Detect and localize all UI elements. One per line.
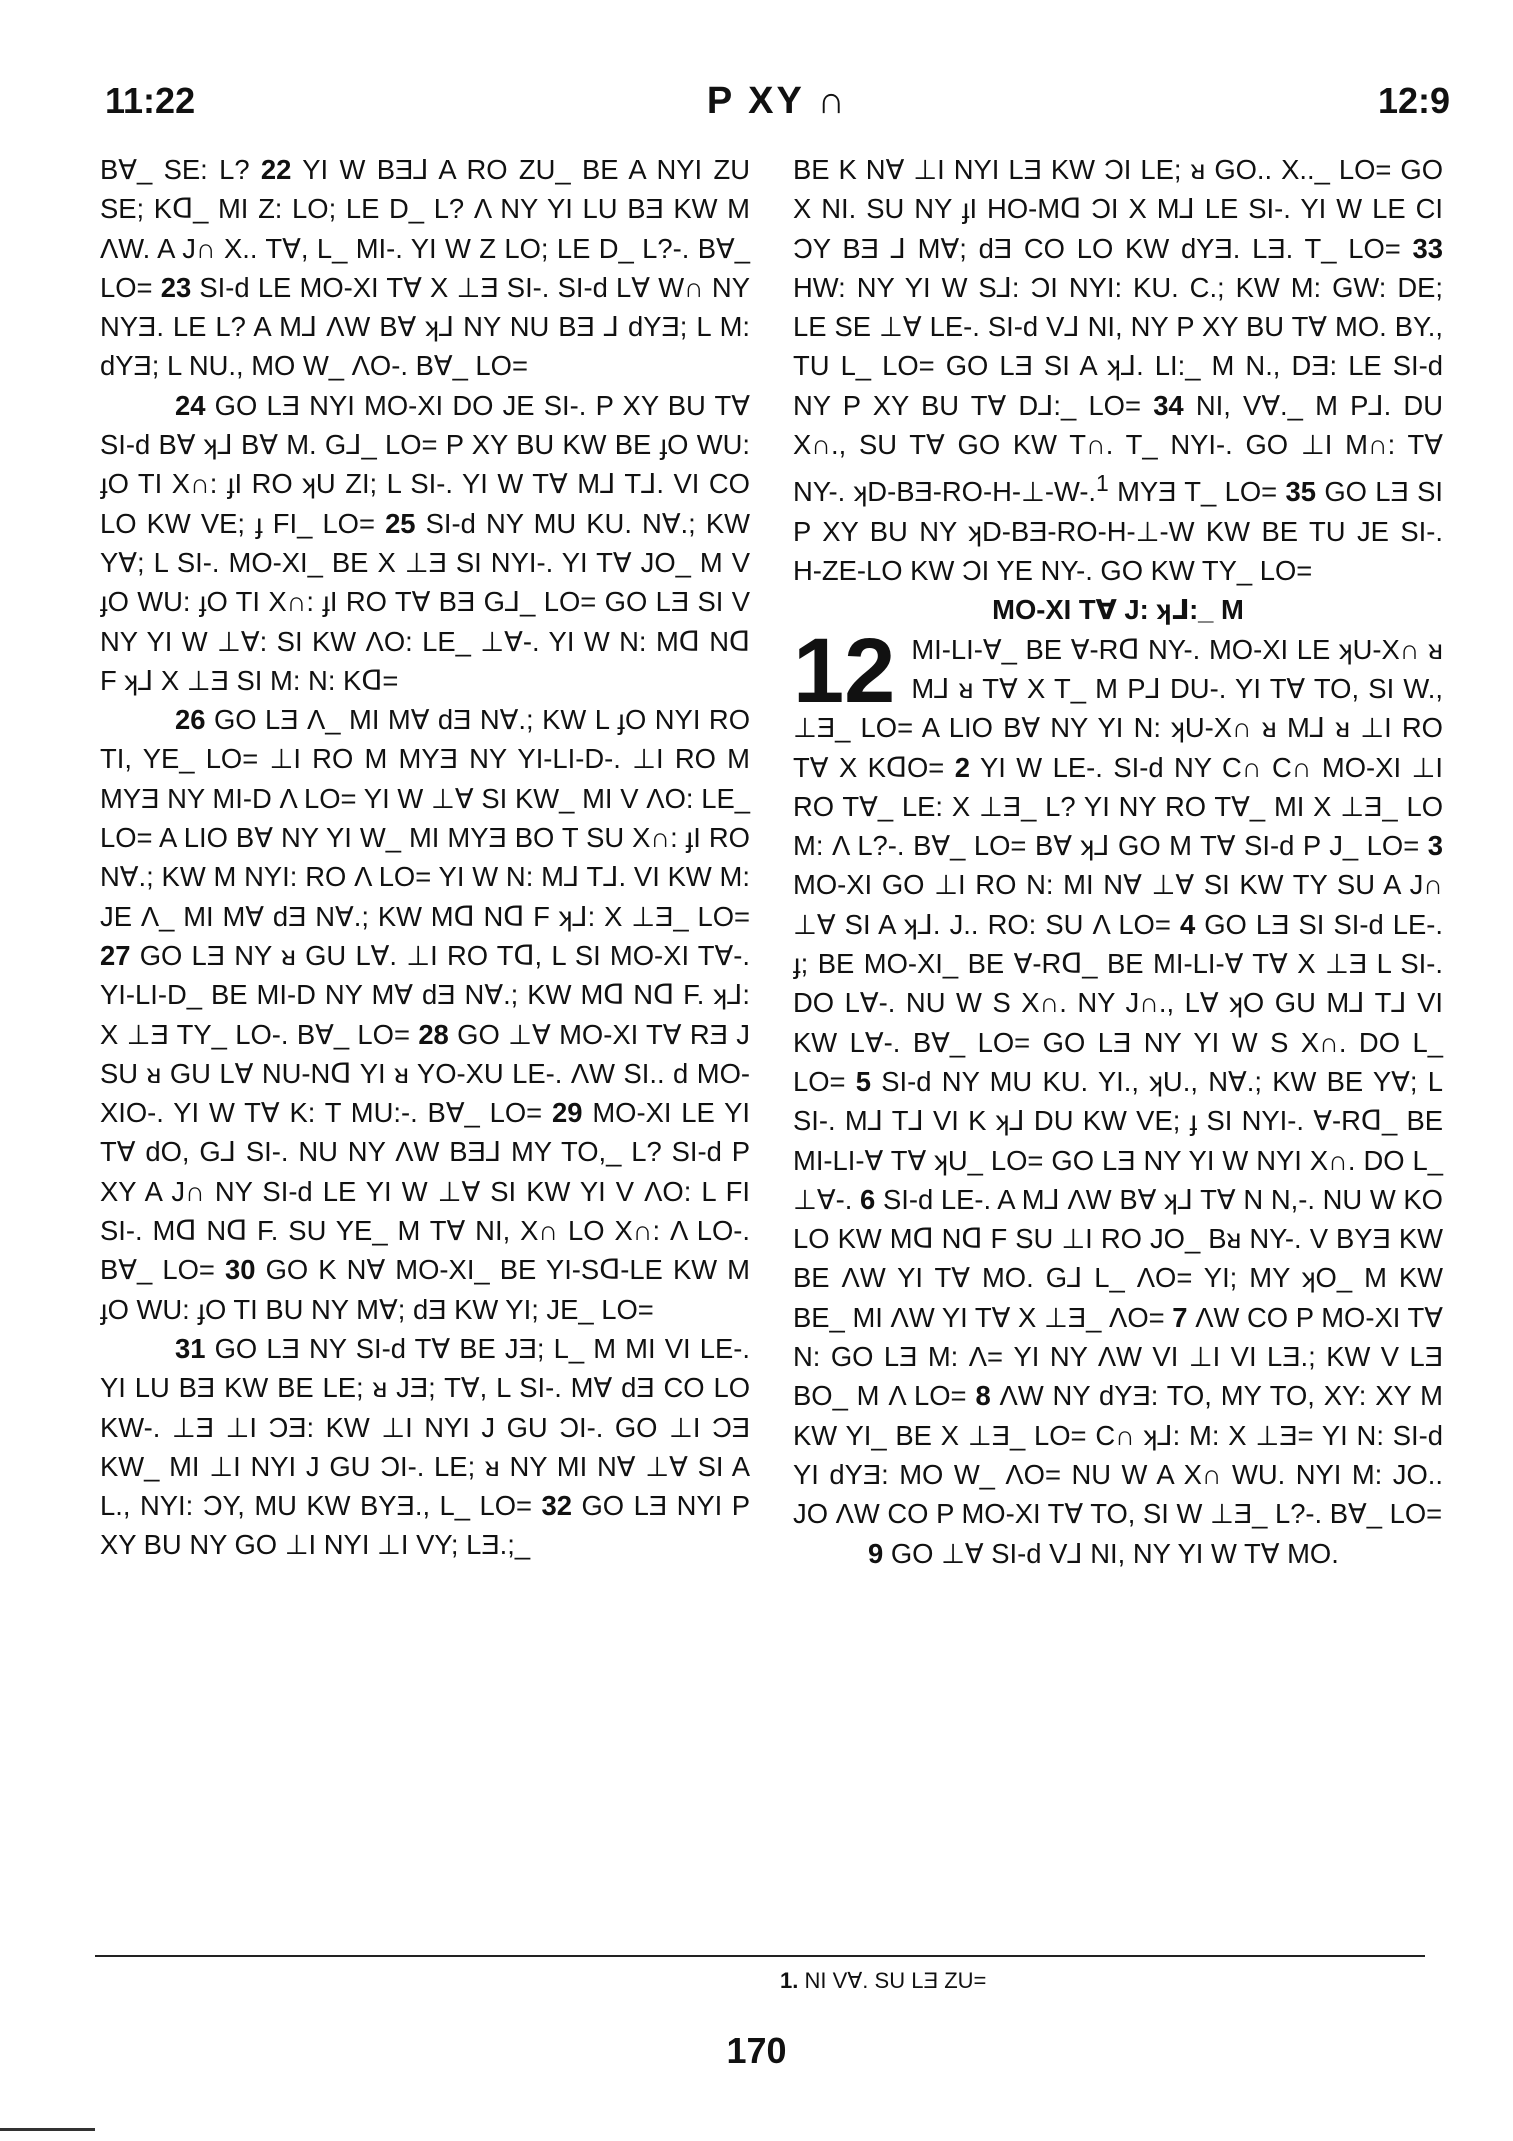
section-heading: MO-XI T∀ J: ʞ⅃:_ M: [992, 594, 1244, 626]
verse-text: BE K N∀ ⊥I NYI LƎ KW ƆI LE; ᴚ GO.. X.._ LO= GO X NI. SU NY ɟI HO-Mᗡ ƆI X M⅃ LE SI-. YI W LE CI ƆY BƎ ⅃ M∀; dƎ CO LO KW dYƎ. LƎ. T_ LO=: [793, 154, 1443, 264]
verse-number: 6: [860, 1183, 876, 1215]
verse-text: SI-d NY MU KU. N∀.; KW Y∀; L SI-. MO-XI_ BE X ⊥Ǝ SI NYI-. YI T∀ JO_ M V ɟO WU: ɟO TI X∩: ɟI RO T∀ BƎ G⅃_ LO= GO LƎ SI V NY YI W ⊥∀: SI KW ΛO: LE_ ⊥∀-. YI W N: Mᗡ Nᗡ F ʞ⅃ X ⊥Ǝ SI M: N: Kᗡ=: [100, 507, 750, 696]
verse-text: GO K N∀ MO-XI_ BE YI-Sᗡ-LE KW M ɟO WU: ɟO TI BU NY M∀; dƎ KW YI; JE_ LO=: [100, 1254, 750, 1325]
footnote-mark: 1.: [780, 1968, 799, 1993]
verse-text: GO LƎ SI SI-d LE-. ɟ; BE MO-XI_ BE ∀-Rᗡ_ BE MI-LI-∀ T∀ X ⊥Ǝ L SI-. DO L∀-. NU W S X∩. NY J∩., L∀ ʞO GU M⅃ T⅃ VI KW L∀-. B∀_ LO= GO LƎ NY YI W S X∩. DO L_ LO=: [793, 908, 1443, 1097]
verse-number: 24: [175, 389, 206, 421]
verse-text: MI-LI-∀_ BE ∀-Rᗡ NY-. MO-XI LE ʞU-X∩ ᴚ M⅃ ᴚ T∀ X T_ M P⅃ DU-. YI T∀ TO, SI W., ⊥Ǝ_ LO= A LIO B∀ NY YI N: ʞU-X∩ ᴚ M⅃ ᴚ ⊥I RO T∀ X KᗡO=: [793, 633, 1443, 783]
verse-text: ΛW CO P MO-XI T∀ N: GO LƎ M: Λ= YI NY ΛW VI ⊥I VI LƎ.; KW V LƎ BO_ M Λ LO=: [793, 1301, 1443, 1412]
verse-number: 25: [385, 507, 416, 539]
verse-text: GO ⊥∀ MO-XI T∀ RƎ J SU ᴚ GU L∀ NU-Nᗡ YI ᴚ YO-XU LE-. ΛW SI.. d MO-XIO-. YI W T∀ K: T MU:-. B∀_ LO=: [100, 1018, 750, 1129]
verse-number: 3: [1427, 830, 1443, 862]
running-head-book-title: P XY ∩: [706, 80, 849, 122]
verse-text: MO-XI GO ⊥I RO N: MI N∀ ⊥∀ SI KW TY SU A J∩ ⊥∀ SI A ʞ⅃. J.. RO: SU Λ LO=: [793, 869, 1443, 940]
verse-number: 8: [975, 1380, 991, 1412]
verse-text: ΛW NY dYƎ: TO, MY TO, XY: XY M KW YI_ BE X ⊥Ǝ_ LO= C∩ ʞ⅃: M: X ⊥Ǝ= YI N: SI-d YI dYƎ: MO W_ ΛO= NU W A X∩ WU. NYI M: JO.. JO ΛW CO P MO-XI T∀ TO, SI W ⊥Ǝ_ L?-. B∀_ LO=: [793, 1380, 1443, 1530]
verse-number: 2: [954, 751, 970, 783]
running-head-left-reference: 11:22: [105, 80, 196, 121]
verse-number: 33: [1412, 232, 1443, 264]
verse-text: GO LƎ NYI MO-XI DO JE SI-. P XY BU T∀ SI-d B∀ ʞ⅃ B∀ M. G⅃_ LO= P XY BU KW BE ɟO WU: ɟO TI X∩: ɟI RO ʞU ZI; L SI-. YI W T∀ M⅃ T⅃. VI CO LO KW VE; ɟ FI_ LO=: [100, 389, 750, 539]
verse-text: SI-d LE-. A M⅃ ΛW B∀ ʞ⅃ T∀ N N,-. NU W KO LO KW Mᗡ Nᗡ F SU ⊥I RO JO_ Bᴚ NY-. V BYƎ KW BE ΛW YI T∀ MO. G⅃ L_ ΛO= YI; MY ʞO_ M KW BE_ MI ΛW YI T∀ X ⊥Ǝ_ ΛO=: [793, 1183, 1443, 1333]
verse-text: MYƎ T_ LO=: [1108, 476, 1286, 508]
verse-number: 4: [1179, 908, 1196, 940]
verse-text: MO-XI LE YI T∀ dO, G⅃ SI-. NU NY ΛW BƎ⅃ MY TO,_ L? SI-d P XY A J∩ NY SI-d LE YI W ⊥∀ SI KW YI V ΛO: L FI SI-. Mᗡ Nᗡ F. SU YE_ M T∀ NI, X∩ LO X∩: Λ LO-. B∀_ LO=: [100, 1097, 751, 1286]
verse-number: 32: [541, 1490, 572, 1522]
verse-text: NI, V∀._ M P⅃. DU X∩., SU T∀ GO KW T∩. T_ NYI-. GO ⊥I M∩: T∀ NY-. ʞD-BƎ-RO-H-⊥-W-.: [793, 389, 1443, 508]
verse-text: YI W BƎ⅃ A RO ZU_ BE A NYI ZU SE; Kᗡ_ MI Z: LO; LE D_ L? Λ NY YI LU BƎ KW M ΛW. A J∩ X.. T∀, L_ MI-. YI W Z LO; LE D_ L?-. B∀_ LO=: [100, 154, 750, 303]
verse-text: GO LƎ SI P XY BU NY ʞD-BƎ-RO-H-⊥-W KW BE TU JE SI-. H-ZE-LO KW ƆI YE NY-. GO KW TY_ LO=: [793, 476, 1443, 587]
verse-text: GO LƎ NYI P XY BU NY GO ⊥I NYI ⊥I VY; LƎ.;_: [100, 1490, 751, 1561]
verse-text: HW: NY YI W S⅃: ƆI NYI: KU. C.; KW M: GW: DE; LE SE ⊥∀ LE-. SI-d V⅃ NI, NY P XY BU T∀ MO. BY., TU L_ LO= GO LƎ SI A ʞ⅃. LI:_ M N., DƎ: LE SI-d NY P XY BU T∀ D⅃:_ LO=: [793, 271, 1443, 421]
left-text-column: [100, 150, 750, 1565]
chapter-number: 12: [793, 619, 896, 722]
verse-text: GO LƎ Λ_ MI M∀ dƎ N∀.; KW L ɟO NYI RO TI, YE_ LO= ⊥I RO M MYƎ NY YI-LI-D-. ⊥I RO M MYƎ NY MI-D Λ LO= YI W ⊥∀ SI KW_ MI V ΛO: LE_ LO= A LIO B∀ NY YI W_ MI MYƎ BO T SU X∩: ɟI RO N∀.; KW M NYI: RO Λ LO= YI W N: M⅃ T⅃. VI KW M: JE Λ_ MI M∀ dƎ N∀.; KW Mᗡ Nᗡ F ʞ⅃: X ⊥Ǝ_ LO=: [100, 704, 750, 932]
verse-number: 27: [100, 939, 131, 971]
running-head-right-reference: 12:9: [1377, 80, 1450, 121]
right-text-column: [793, 150, 1443, 1573]
verse-text: GO ⊥∀ SI-d V⅃ NI, NY YI W T∀ MO.: [883, 1537, 1339, 1569]
verse-text: GO LƎ NY ᴚ GU L∀. ⊥I RO Tᗡ, L SI MO-XI T∀-. YI-LI-D_ BE MI-D NY M∀ dƎ N∀.; KW Mᗡ Nᗡ F. ʞ⅃: X ⊥Ǝ TY_ LO-. B∀_ LO=: [100, 939, 750, 1050]
verse-number: 35: [1285, 476, 1316, 508]
verse-text: YI W LE-. SI-d NY C∩ C∩ MO-XI ⊥I RO T∀_ LE: X ⊥Ǝ_ L? YI NY RO T∀_ MI X ⊥Ǝ_ LO M: Λ L?-. B∀_ LO= B∀ ʞ⅃ GO M T∀ SI-d P J_ LO=: [793, 751, 1443, 862]
footnote-divider: [95, 1955, 1425, 1957]
verse-number: 29: [552, 1097, 583, 1129]
verse-number: 26: [175, 704, 206, 736]
verse-text: GO LƎ NY SI-d T∀ BE JƎ; L_ M MI VI LE-. YI LU BƎ KW BE LE; ᴚ JƎ; T∀, L SI-. M∀ dƎ CO LO KW-. ⊥Ǝ ⊥I ƆƎ: KW ⊥I NYI J GU ƆI-. GO ⊥I ƆƎ KW_ MI ⊥I NYI J GU ƆI-. LE; ᴚ NY MI N∀ ⊥∀ SI A L., NYI: ƆY, MU KW BYƎ., L_ LO=: [100, 1332, 750, 1522]
verse-number: 5: [855, 1065, 872, 1097]
verse-number: 9: [868, 1537, 884, 1569]
verse-number: 34: [1153, 389, 1184, 421]
paragraph: [100, 150, 750, 386]
verse-number: 22: [260, 154, 292, 185]
scan-edge-line: [0, 2128, 95, 2131]
verse-number: 28: [418, 1018, 449, 1050]
verse-number: 7: [1172, 1301, 1188, 1333]
footnote-text: NI V∀. SU LƎ ZU=: [798, 1968, 987, 1993]
chapter-paragraph: [793, 619, 1443, 1534]
verse-text: SI-d NY MU KU. YI., ʞU., N∀.; KW BE Y∀; L SI-. M⅃ T⅃ VI K ʞ⅃ DU KW VE; ɟ SI NYI-. ∀-Rᗡ_ BE MI-LI-∀ T∀ ʞU_ LO= GO LƎ NY YI W NYI X∩. DO L_ ⊥∀-.: [793, 1065, 1443, 1215]
verse-number: 23: [160, 271, 192, 303]
paragraph: [793, 150, 1443, 590]
verse-number: 30: [225, 1254, 256, 1286]
paragraph: [100, 386, 750, 700]
paragraph: [100, 1329, 750, 1565]
verse-text: B∀_ SE: L?: [100, 154, 261, 185]
verse-number: 31: [175, 1332, 206, 1364]
verse-text: SI-d LE MO-XI T∀ X ⊥Ǝ SI-. SI-d L∀ W∩ NY NYƎ. LE L? A M⅃ ΛW B∀ ʞ⅃ NY NU BƎ ⅃ dYƎ; L M: dYƎ; L NU., MO W_ ΛO-. B∀_ LO=: [100, 271, 750, 382]
footnote-reference[interactable]: 1: [1096, 470, 1109, 497]
page-header: [105, 80, 1450, 130]
footnote: [780, 1968, 986, 1994]
paragraph: [100, 700, 750, 1329]
paragraph: [793, 1534, 1443, 1573]
page-number: 170: [726, 2030, 787, 2071]
